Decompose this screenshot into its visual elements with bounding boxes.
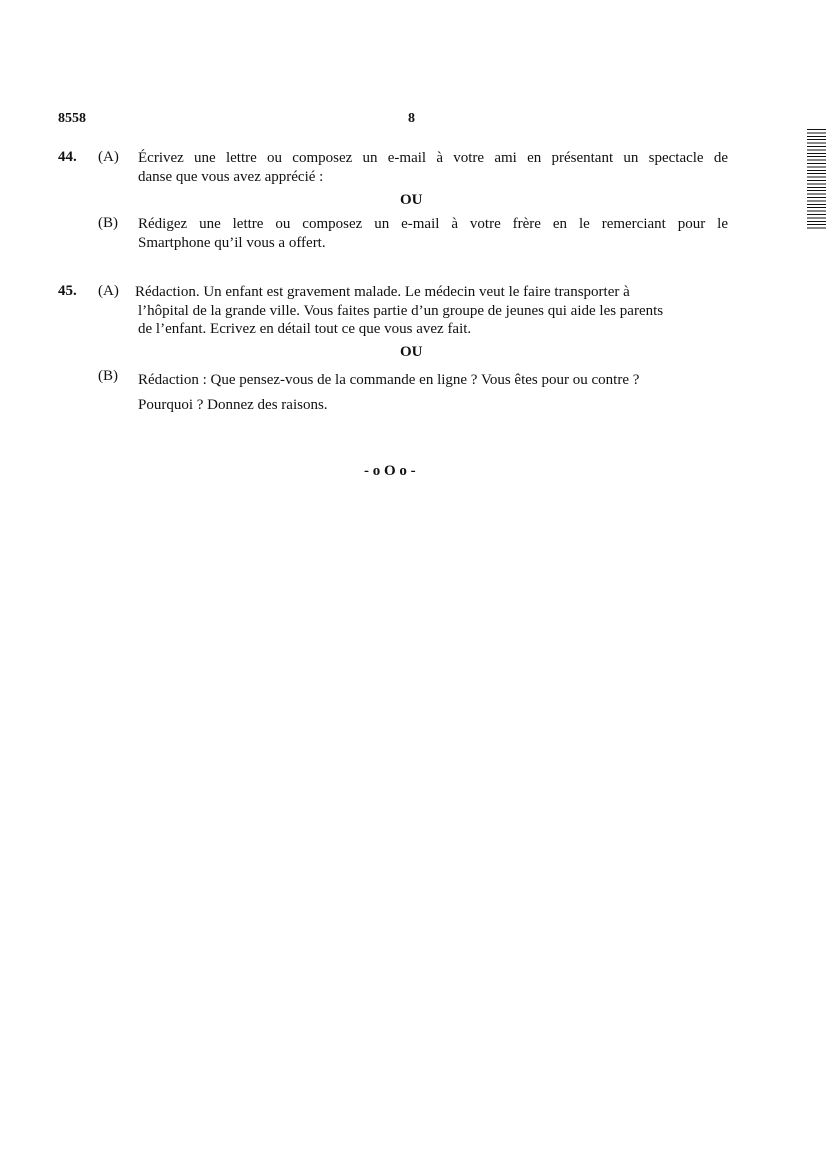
text-line: Rédaction. Un enfant est gravement malade. Le médecin veut le faire transporter à [135,284,630,300]
option-a-text [138,149,728,186]
text-line: de l’enfant. Ecrivez en détail tout ce que vous avez fait. [138,321,472,337]
end-mark: - o O o - [364,463,416,479]
text-line: Rédaction : Que pensez-vous de la commande en ligne ? Vous êtes pour ou contre ? [138,372,640,388]
option-a-label: (A) [98,283,119,299]
option-a-text [135,283,728,339]
or-separator: OU [400,344,423,360]
question-number: 45. [58,283,77,299]
text-line: Rédigez une lettre ou composez un e-mail à votre frère en le remerciant pour le [138,216,728,232]
or-separator: OU [400,192,423,208]
question-number: 44. [58,149,77,165]
option-b-label: (B) [98,215,118,231]
text-line: Smartphone qu’il vous a offert. [138,234,326,251]
text-line: Pourquoi ? Donnez des raisons. [138,397,328,413]
option-b-text [138,368,728,418]
option-b-text [138,215,728,252]
text-line: danse que vous avez apprécié : [138,168,324,185]
option-b-label: (B) [98,368,118,384]
text-line: l’hôpital de la grande ville. Vous faites partie d’un groupe de jeunes qui aide les parents [138,302,664,319]
page-number: 8 [408,111,415,126]
option-a-label: (A) [98,149,119,165]
page-code: 8558 [58,111,86,126]
text-line: Écrivez une lettre ou composez un e-mail à votre ami en présentant un spectacle de [138,150,728,166]
barcode [807,129,826,229]
